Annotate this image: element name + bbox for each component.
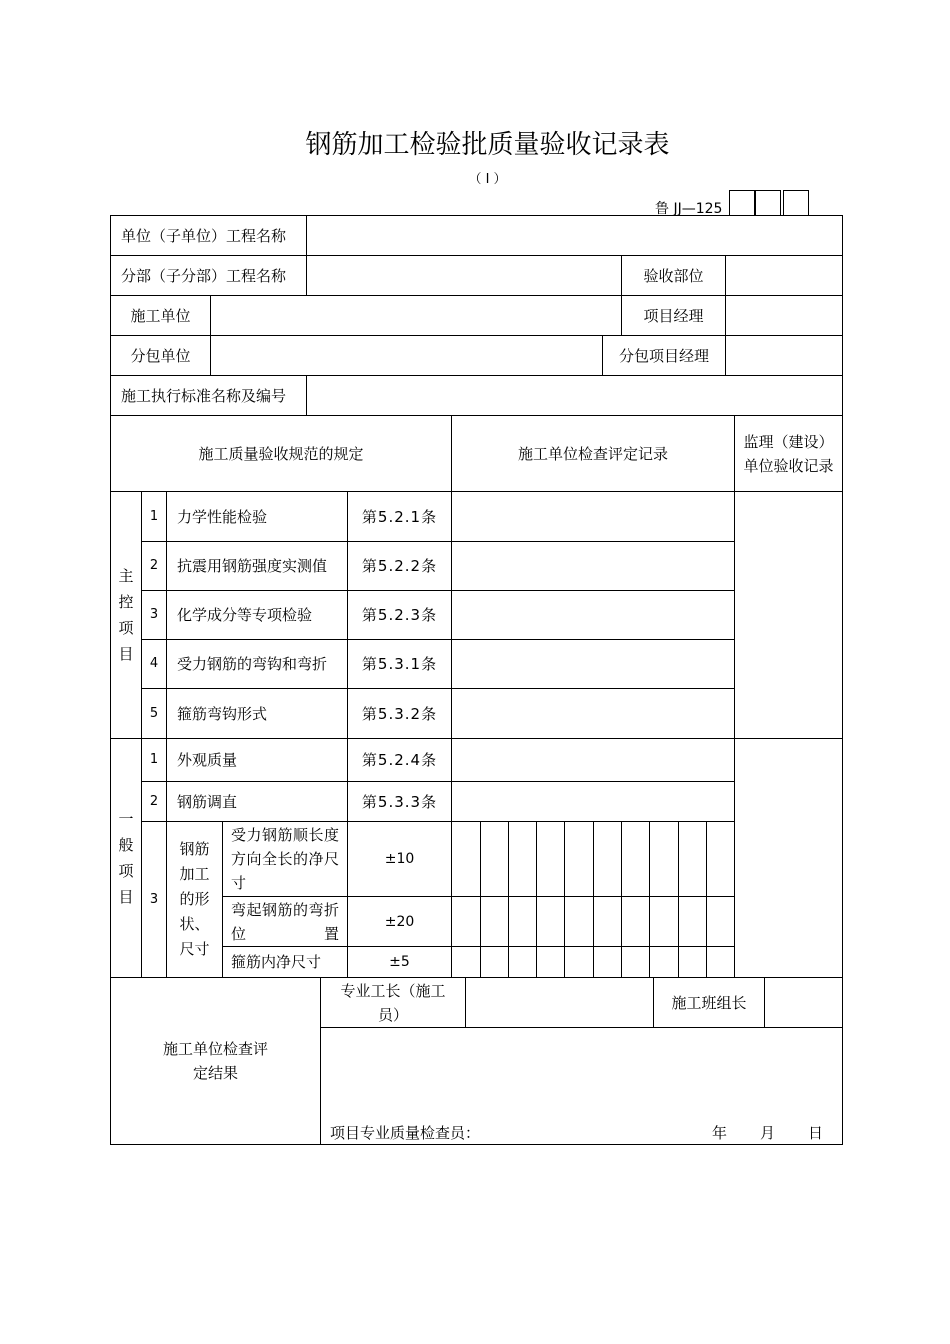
measure-cell[interactable]: [480, 821, 509, 897]
measure-cell[interactable]: [706, 896, 735, 947]
measure-cell[interactable]: [536, 896, 565, 947]
general-sub-tolerance: ±5: [347, 946, 452, 978]
measure-cell[interactable]: [621, 896, 650, 947]
project-manager-field[interactable]: [725, 295, 843, 336]
sub-name-label: 分部（子分部）工程名称: [110, 255, 307, 296]
main-item-clause: 第5.3.1条: [347, 639, 452, 689]
measure-cell[interactable]: [451, 896, 481, 947]
general-item-no: 2: [141, 781, 167, 822]
main-item-clause: 第5.2.2条: [347, 541, 452, 591]
measure-cell[interactable]: [649, 946, 679, 978]
measure-cell[interactable]: [508, 896, 537, 947]
main-item-name: 化学成分等专项检验: [166, 590, 348, 640]
general-supervision[interactable]: [734, 738, 843, 978]
general-sub-name: 弯起钢筋的弯折位置: [222, 896, 348, 947]
general-item-clause: 第5.3.3条: [347, 781, 452, 822]
main-item-name: 受力钢筋的弯钩和弯折: [166, 639, 348, 689]
general-item3-name: 钢筋加工的形状、尺寸: [166, 821, 223, 978]
measure-cell[interactable]: [480, 946, 509, 978]
foreman-field[interactable]: [465, 977, 654, 1028]
month-label: 月: [760, 1124, 776, 1142]
main-item-record[interactable]: [451, 639, 735, 689]
measure-cell[interactable]: [480, 896, 509, 947]
code-box-2[interactable]: [755, 190, 781, 215]
code-box-1[interactable]: [729, 190, 755, 215]
subcontractor-field[interactable]: [210, 335, 603, 376]
measure-cell[interactable]: [536, 946, 565, 978]
main-item-record[interactable]: [451, 541, 735, 591]
general-sub-name: 受力钢筋顺长度方向全长的净尺寸: [222, 821, 348, 897]
main-control-supervision[interactable]: [734, 491, 843, 739]
measure-cell[interactable]: [706, 946, 735, 978]
record-header: 施工单位检查评定记录: [451, 415, 735, 492]
main-item-clause: 第5.2.1条: [347, 491, 452, 542]
result-label: 施工单位检查评定结果: [110, 977, 321, 1145]
main-item-no: 2: [141, 541, 167, 591]
measure-cell[interactable]: [564, 896, 594, 947]
general-item-record[interactable]: [451, 738, 735, 782]
general-sub-tolerance: ±20: [347, 896, 452, 947]
measure-cell[interactable]: [593, 946, 622, 978]
measure-cell[interactable]: [649, 896, 679, 947]
standard-field[interactable]: [306, 375, 843, 416]
main-item-record[interactable]: [451, 590, 735, 640]
measure-cell[interactable]: [593, 896, 622, 947]
form-subtitle: （ I ）: [468, 172, 507, 187]
team-leader-field[interactable]: [764, 977, 843, 1028]
construction-unit-field[interactable]: [210, 295, 622, 336]
general-item-name: 外观质量: [166, 738, 348, 782]
subcontractor-label: 分包单位: [110, 335, 211, 376]
project-manager-label: 项目经理: [621, 295, 726, 336]
acceptance-part-field[interactable]: [725, 255, 843, 296]
acceptance-part-label: 验收部位: [621, 255, 726, 296]
general-sub-tolerance: ±10: [347, 821, 452, 897]
measure-cell[interactable]: [593, 821, 622, 897]
measure-cell[interactable]: [508, 821, 537, 897]
main-item-name: 抗震用钢筋强度实测值: [166, 541, 348, 591]
measure-cell[interactable]: [508, 946, 537, 978]
general-item-clause: 第5.2.4条: [347, 738, 452, 782]
main-item-no: 1: [141, 491, 167, 542]
construction-unit-label: 施工单位: [110, 295, 211, 336]
measure-cell[interactable]: [621, 946, 650, 978]
day-label: 日: [808, 1124, 824, 1142]
year-label: 年: [712, 1124, 728, 1142]
general-item-no: 1: [141, 738, 167, 782]
main-item-name: 箍筋弯钩形式: [166, 688, 348, 739]
general-sub-name: 箍筋内净尺寸: [222, 946, 348, 978]
inspector-label: 项目专业质量检查员：: [330, 1124, 481, 1142]
measure-cell[interactable]: [678, 896, 707, 947]
main-item-name: 力学性能检验: [166, 491, 348, 542]
main-item-clause: 第5.3.2条: [347, 688, 452, 739]
measure-cell[interactable]: [621, 821, 650, 897]
measure-cell[interactable]: [678, 946, 707, 978]
measure-cell[interactable]: [564, 946, 594, 978]
team-leader-label: 施工班组长: [653, 977, 765, 1028]
sub-project-manager-field[interactable]: [725, 335, 843, 376]
foreman-label: 专业工长（施工员）: [320, 977, 466, 1028]
spec-header: 施工质量验收规范的规定: [110, 415, 452, 492]
standard-label: 施工执行标准名称及编号: [110, 375, 307, 416]
measure-cell[interactable]: [451, 946, 481, 978]
measure-cell[interactable]: [536, 821, 565, 897]
sub-project-manager-label: 分包项目经理: [602, 335, 726, 376]
form-title: 钢筋加工检验批质量验收记录表: [305, 130, 670, 160]
main-item-record[interactable]: [451, 491, 735, 542]
main-item-no: 4: [141, 639, 167, 689]
general-group-label: 一般项目: [110, 738, 142, 978]
main-item-record[interactable]: [451, 688, 735, 739]
unit-name-label: 单位（子单位）工程名称: [110, 215, 307, 256]
measure-cell[interactable]: [649, 821, 679, 897]
measure-cell[interactable]: [564, 821, 594, 897]
measure-cell[interactable]: [706, 821, 735, 897]
sub-name-field[interactable]: [306, 255, 622, 296]
unit-name-field[interactable]: [306, 215, 843, 256]
supervision-header: 监理（建设）单位验收记录: [734, 415, 843, 492]
main-item-no: 3: [141, 590, 167, 640]
main-control-group-label: 主控项目: [110, 491, 142, 739]
form-code: 鲁 JJ—125: [655, 201, 723, 217]
general-item-record[interactable]: [451, 781, 735, 822]
measure-cell[interactable]: [678, 821, 707, 897]
measure-cell[interactable]: [451, 821, 481, 897]
general-item-name: 钢筋调直: [166, 781, 348, 822]
main-item-no: 5: [141, 688, 167, 739]
code-box-3[interactable]: [783, 190, 809, 215]
general-item-no: 3: [141, 821, 167, 978]
main-item-clause: 第5.2.3条: [347, 590, 452, 640]
